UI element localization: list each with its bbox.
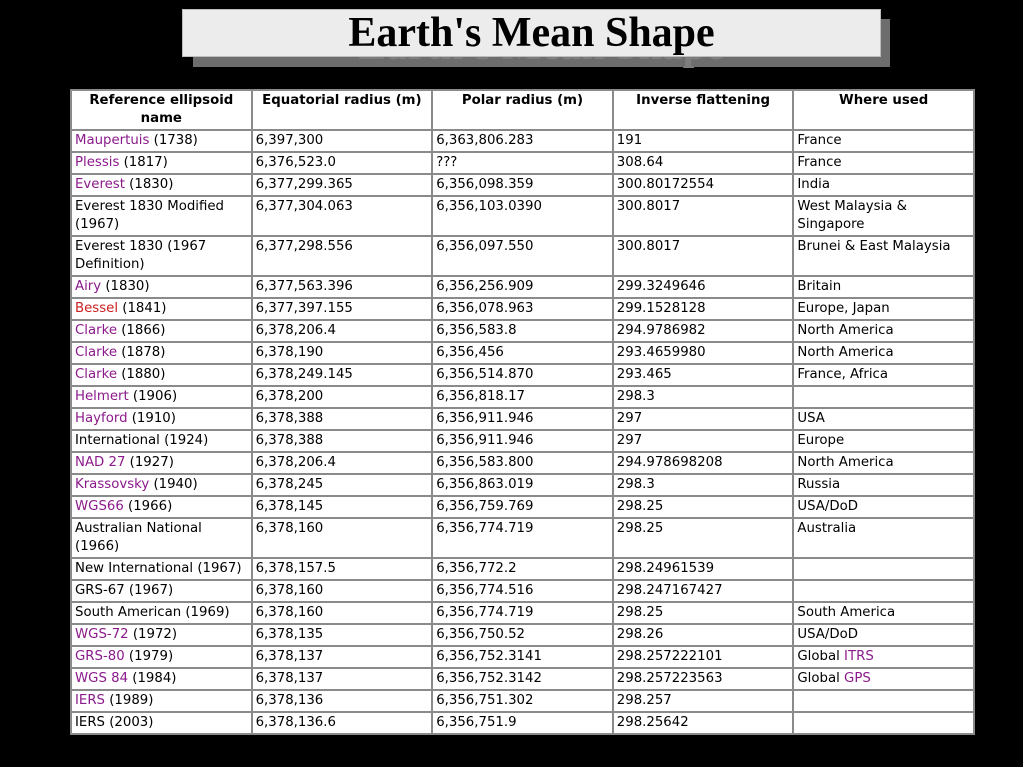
table-row <box>71 558 974 580</box>
ellipsoid-label: GRS-67 (1967) <box>75 583 174 598</box>
cell-inverse-flattening: 308.64 <box>613 152 794 174</box>
where-used-label: North America <box>797 345 894 360</box>
ellipsoid-link[interactable]: Helmert <box>75 389 129 404</box>
cell-where-used <box>793 174 974 196</box>
where-used-link[interactable]: GPS <box>844 671 871 686</box>
ellipsoid-link[interactable]: Bessel <box>75 301 119 316</box>
ellipsoid-link[interactable]: Maupertuis <box>75 133 150 148</box>
cell-equatorial-radius: 6,378,136.6 <box>252 712 433 734</box>
cell-polar-radius: 6,356,911.946 <box>432 408 613 430</box>
cell-inverse-flattening: 297 <box>613 430 794 452</box>
cell-polar-radius: 6,356,863.019 <box>432 474 613 496</box>
cell-inverse-flattening: 299.3249646 <box>613 276 794 298</box>
cell-polar-radius: 6,356,774.719 <box>432 518 613 558</box>
table-row <box>71 152 974 174</box>
ellipsoid-link[interactable]: Clarke <box>75 323 118 338</box>
cell-where-used <box>793 690 974 712</box>
table-row <box>71 320 974 342</box>
cell-ellipsoid-name <box>71 602 252 624</box>
where-used-label: USA/DoD <box>797 499 858 514</box>
ellipsoid-link[interactable]: Clarke <box>75 345 118 360</box>
cell-where-used <box>793 152 974 174</box>
ellipsoid-link[interactable]: Krassovsky <box>75 477 150 492</box>
where-used-label: France <box>797 133 842 148</box>
header-where-used: Where used <box>793 90 974 130</box>
ellipsoid-label: (1989) <box>105 693 154 708</box>
cell-ellipsoid-name <box>71 430 252 452</box>
where-used-label: India <box>797 177 831 192</box>
table-row <box>71 130 974 152</box>
table-row <box>71 518 974 558</box>
cell-where-used <box>793 276 974 298</box>
cell-ellipsoid-name <box>71 386 252 408</box>
cell-where-used <box>793 196 974 236</box>
where-used-label: Russia <box>797 477 841 492</box>
cell-where-used <box>793 624 974 646</box>
cell-where-used <box>793 558 974 580</box>
ellipsoid-link[interactable]: IERS <box>75 693 106 708</box>
cell-where-used <box>793 320 974 342</box>
cell-inverse-flattening: 298.257223563 <box>613 668 794 690</box>
cell-equatorial-radius: 6,378,206.4 <box>252 452 433 474</box>
cell-polar-radius: 6,356,583.8 <box>432 320 613 342</box>
cell-equatorial-radius: 6,378,200 <box>252 386 433 408</box>
cell-where-used <box>793 364 974 386</box>
cell-equatorial-radius: 6,378,388 <box>252 408 433 430</box>
where-used-label: Europe, Japan <box>797 301 890 316</box>
where-used-link[interactable]: ITRS <box>844 649 874 664</box>
cell-equatorial-radius: 6,378,190 <box>252 342 433 364</box>
cell-equatorial-radius: 6,377,304.063 <box>252 196 433 236</box>
table-row <box>71 690 974 712</box>
cell-where-used <box>793 712 974 734</box>
ellipsoid-label: New International (1967) <box>75 561 242 576</box>
cell-inverse-flattening: 298.3 <box>613 474 794 496</box>
cell-where-used <box>793 602 974 624</box>
ellipsoid-label: (1817) <box>119 155 168 170</box>
where-used-label: Europe <box>797 433 845 448</box>
cell-polar-radius: 6,356,751.9 <box>432 712 613 734</box>
cell-ellipsoid-name <box>71 276 252 298</box>
where-used-label: Britain <box>797 279 842 294</box>
where-used-label: Brunei & East Malaysia <box>797 239 951 254</box>
ellipsoid-link[interactable]: WGS-72 <box>75 627 129 642</box>
ellipsoid-label: (1878) <box>117 345 166 360</box>
cell-polar-radius: 6,356,772.2 <box>432 558 613 580</box>
ellipsoid-label: (1910) <box>127 411 176 426</box>
where-used-label: West Malaysia & Singapore <box>797 199 912 232</box>
cell-inverse-flattening: 191 <box>613 130 794 152</box>
cell-ellipsoid-name <box>71 474 252 496</box>
cell-ellipsoid-name <box>71 174 252 196</box>
ellipsoid-label: (1966) <box>123 499 173 514</box>
table-row <box>71 496 974 518</box>
cell-inverse-flattening: 298.25642 <box>613 712 794 734</box>
cell-equatorial-radius: 6,378,388 <box>252 430 433 452</box>
where-used-label: France, Africa <box>797 367 888 382</box>
cell-polar-radius: 6,363,806.283 <box>432 130 613 152</box>
ellipsoid-label: (1830) <box>101 279 150 294</box>
table-row <box>71 712 974 734</box>
where-used-label: France <box>797 155 842 170</box>
cell-inverse-flattening: 298.247167427 <box>613 580 794 602</box>
ellipsoid-label: (1830) <box>124 177 174 192</box>
table-row <box>71 236 974 276</box>
cell-polar-radius: 6,356,911.946 <box>432 430 613 452</box>
ellipsoid-label: IERS (2003) <box>75 715 154 730</box>
cell-equatorial-radius: 6,378,249.145 <box>252 364 433 386</box>
table-row <box>71 408 974 430</box>
table-row <box>71 602 974 624</box>
cell-ellipsoid-name <box>71 298 252 320</box>
cell-equatorial-radius: 6,377,299.365 <box>252 174 433 196</box>
cell-polar-radius: 6,356,583.800 <box>432 452 613 474</box>
cell-equatorial-radius: 6,377,563.396 <box>252 276 433 298</box>
table-row <box>71 430 974 452</box>
cell-where-used <box>793 298 974 320</box>
cell-polar-radius: 6,356,098.359 <box>432 174 613 196</box>
cell-inverse-flattening: 298.257222101 <box>613 646 794 668</box>
cell-ellipsoid-name <box>71 712 252 734</box>
cell-inverse-flattening: 294.978698208 <box>613 452 794 474</box>
cell-ellipsoid-name <box>71 196 252 236</box>
where-used-label: North America <box>797 455 894 470</box>
cell-where-used <box>793 408 974 430</box>
header-reference-ellipsoid-name: Reference ellipsoid name <box>71 90 252 130</box>
cell-inverse-flattening: 300.8017 <box>613 236 794 276</box>
ellipsoid-label: (1738) <box>149 133 198 148</box>
ellipsoid-label: (1841) <box>118 301 167 316</box>
where-used-label: Global <box>797 649 845 664</box>
cell-ellipsoid-name <box>71 646 252 668</box>
table-row <box>71 276 974 298</box>
cell-ellipsoid-name <box>71 452 252 474</box>
cell-polar-radius: 6,356,514.870 <box>432 364 613 386</box>
table-row <box>71 174 974 196</box>
cell-equatorial-radius: 6,378,160 <box>252 580 433 602</box>
cell-inverse-flattening: 298.24961539 <box>613 558 794 580</box>
cell-polar-radius: ??? <box>432 152 613 174</box>
cell-equatorial-radius: 6,378,136 <box>252 690 433 712</box>
page-title: Earth's Mean Shape <box>348 10 715 56</box>
cell-inverse-flattening: 299.1528128 <box>613 298 794 320</box>
cell-inverse-flattening: 300.8017 <box>613 196 794 236</box>
where-used-label: USA/DoD <box>797 627 858 642</box>
cell-where-used <box>793 518 974 558</box>
table-row <box>71 342 974 364</box>
cell-polar-radius: 6,356,774.516 <box>432 580 613 602</box>
cell-equatorial-radius: 6,378,245 <box>252 474 433 496</box>
ellipsoid-link[interactable]: WGS 84 <box>75 671 129 686</box>
ellipsoid-label: South American (1969) <box>75 605 230 620</box>
title-box <box>182 9 881 57</box>
table-row <box>71 452 974 474</box>
cell-where-used <box>793 236 974 276</box>
cell-where-used <box>793 474 974 496</box>
cell-equatorial-radius: 6,378,135 <box>252 624 433 646</box>
cell-where-used <box>793 668 974 690</box>
header-polar-radius: Polar radius (m) <box>432 90 613 130</box>
cell-where-used <box>793 496 974 518</box>
cell-ellipsoid-name <box>71 364 252 386</box>
ellipsoid-label: (1866) <box>117 323 166 338</box>
cell-where-used <box>793 646 974 668</box>
cell-where-used <box>793 580 974 602</box>
table-row <box>71 364 974 386</box>
ellipsoid-label: Everest 1830 Modified (1967) <box>75 199 229 232</box>
ellipsoid-label: (1927) <box>125 455 174 470</box>
ellipsoid-table <box>70 89 975 735</box>
cell-polar-radius: 6,356,759.769 <box>432 496 613 518</box>
cell-equatorial-radius: 6,376,523.0 <box>252 152 433 174</box>
ellipsoid-label: (1880) <box>117 367 166 382</box>
header-inverse-flattening: Inverse flattening <box>613 90 794 130</box>
cell-ellipsoid-name <box>71 152 252 174</box>
cell-ellipsoid-name <box>71 690 252 712</box>
cell-polar-radius: 6,356,751.302 <box>432 690 613 712</box>
cell-ellipsoid-name <box>71 518 252 558</box>
cell-polar-radius: 6,356,256.909 <box>432 276 613 298</box>
cell-where-used <box>793 430 974 452</box>
cell-polar-radius: 6,356,097.550 <box>432 236 613 276</box>
ellipsoid-link[interactable]: Clarke <box>75 367 118 382</box>
cell-where-used <box>793 342 974 364</box>
where-used-label: Australia <box>797 521 857 536</box>
cell-ellipsoid-name <box>71 236 252 276</box>
table-row <box>71 298 974 320</box>
ellipsoid-label: (1984) <box>128 671 177 686</box>
cell-equatorial-radius: 6,378,137 <box>252 646 433 668</box>
table-row <box>71 646 974 668</box>
cell-equatorial-radius: 6,378,160 <box>252 602 433 624</box>
cell-equatorial-radius: 6,377,397.155 <box>252 298 433 320</box>
cell-inverse-flattening: 298.25 <box>613 496 794 518</box>
cell-ellipsoid-name <box>71 668 252 690</box>
ellipsoid-link[interactable]: Hayford <box>75 411 128 426</box>
cell-polar-radius: 6,356,750.52 <box>432 624 613 646</box>
cell-inverse-flattening: 293.4659980 <box>613 342 794 364</box>
ellipsoid-label: (1979) <box>124 649 174 664</box>
where-used-label: Global <box>797 671 845 686</box>
table-row <box>71 668 974 690</box>
cell-equatorial-radius: 6,378,206.4 <box>252 320 433 342</box>
ellipsoid-link[interactable]: NAD 27 <box>75 455 126 470</box>
ellipsoid-label: Everest 1830 (1967 Definition) <box>75 239 211 272</box>
ellipsoid-table-container <box>70 89 975 735</box>
cell-equatorial-radius: 6,378,160 <box>252 518 433 558</box>
cell-ellipsoid-name <box>71 408 252 430</box>
table-row <box>71 196 974 236</box>
cell-inverse-flattening: 297 <box>613 408 794 430</box>
cell-equatorial-radius: 6,378,137 <box>252 668 433 690</box>
cell-ellipsoid-name <box>71 580 252 602</box>
cell-ellipsoid-name <box>71 624 252 646</box>
cell-inverse-flattening: 293.465 <box>613 364 794 386</box>
cell-inverse-flattening: 300.80172554 <box>613 174 794 196</box>
cell-ellipsoid-name <box>71 130 252 152</box>
ellipsoid-link[interactable]: Airy <box>75 279 102 294</box>
cell-equatorial-radius: 6,377,298.556 <box>252 236 433 276</box>
cell-polar-radius: 6,356,818.17 <box>432 386 613 408</box>
cell-ellipsoid-name <box>71 320 252 342</box>
cell-equatorial-radius: 6,397,300 <box>252 130 433 152</box>
where-used-label: USA <box>797 411 825 426</box>
cell-polar-radius: 6,356,752.3141 <box>432 646 613 668</box>
where-used-label: North America <box>797 323 894 338</box>
cell-inverse-flattening: 298.25 <box>613 518 794 558</box>
table-row <box>71 386 974 408</box>
ellipsoid-label: Australian National (1966) <box>75 521 207 554</box>
ellipsoid-link[interactable]: Everest <box>75 177 125 192</box>
cell-polar-radius: 6,356,456 <box>432 342 613 364</box>
cell-where-used <box>793 130 974 152</box>
table-body <box>71 130 974 734</box>
cell-inverse-flattening: 298.26 <box>613 624 794 646</box>
cell-ellipsoid-name <box>71 558 252 580</box>
cell-equatorial-radius: 6,378,145 <box>252 496 433 518</box>
cell-polar-radius: 6,356,078.963 <box>432 298 613 320</box>
table-row <box>71 624 974 646</box>
ellipsoid-label: (1972) <box>128 627 178 642</box>
cell-inverse-flattening: 298.257 <box>613 690 794 712</box>
ellipsoid-label: International (1924) <box>75 433 209 448</box>
where-used-label: South America <box>797 605 896 620</box>
cell-inverse-flattening: 298.3 <box>613 386 794 408</box>
cell-inverse-flattening: 298.25 <box>613 602 794 624</box>
ellipsoid-label: (1906) <box>128 389 178 404</box>
cell-ellipsoid-name <box>71 496 252 518</box>
table-header-row <box>71 90 974 130</box>
cell-where-used <box>793 452 974 474</box>
header-equatorial-radius: Equatorial radius (m) <box>252 90 433 130</box>
ellipsoid-link[interactable]: WGS66 <box>75 499 124 514</box>
cell-polar-radius: 6,356,752.3142 <box>432 668 613 690</box>
table-row <box>71 580 974 602</box>
ellipsoid-link[interactable]: GRS-80 <box>75 649 125 664</box>
cell-where-used <box>793 386 974 408</box>
cell-ellipsoid-name <box>71 342 252 364</box>
cell-inverse-flattening: 294.9786982 <box>613 320 794 342</box>
cell-equatorial-radius: 6,378,157.5 <box>252 558 433 580</box>
cell-polar-radius: 6,356,103.0390 <box>432 196 613 236</box>
cell-polar-radius: 6,356,774.719 <box>432 602 613 624</box>
table-row <box>71 474 974 496</box>
ellipsoid-label: (1940) <box>149 477 198 492</box>
ellipsoid-link[interactable]: Plessis <box>75 155 120 170</box>
